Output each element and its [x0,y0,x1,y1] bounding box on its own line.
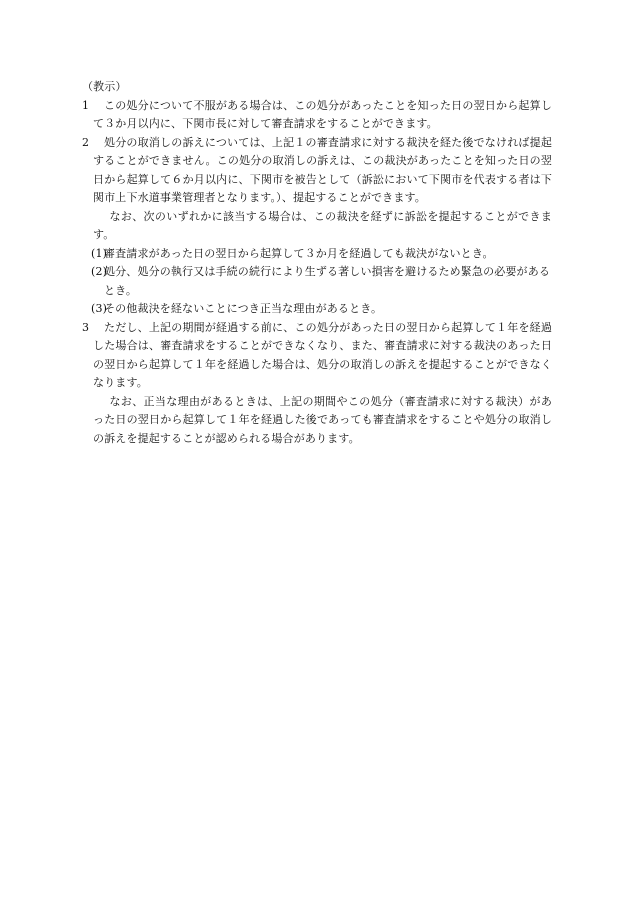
subitem-2 [82,263,552,300]
notice-item-2 [82,134,552,208]
subitem-text: その他裁決を経ないことにつき正当な理由があるとき。 [104,302,383,315]
subitem-1 [82,245,552,264]
notice-item-1 [82,97,552,134]
item-2-note: なお、次のいずれかに該当する場合は、この裁決を経ずに訴訟を提起することができます。 [93,209,552,241]
item-text: 処分の取消しの訴えについては、上記１の審査請求に対する裁決を経た後でなければ提起することができません。この処分の取消しの訴えは、この裁決があったことを知った日の翌日から起算して６か月以内に、下関市を被告として（訴訟において下関市を代表する者は下関市上下水道事業管理者となります。）、提起することができます。 [93,135,552,204]
subitem-number: (1) [91,246,108,260]
item-text: この処分について不服がある場合は、この処分があったことを知った日の翌日から起算して３か月以内に、下関市長に対して審査請求をすることができます。 [93,98,552,130]
subitem-3 [82,300,552,319]
item-number: 1 [82,98,90,112]
subitem-number: (2) [91,265,108,278]
item-3-note: なお、正当な理由があるときは、上記の期間やこの処分（審査請求に対する裁決）があった日の翌日から起算して１年を経過した後であっても審査請求をすることや処分の取消しの訴えを提起することが認められる場合があります。 [93,394,552,445]
item-number: 3 [82,320,90,334]
subitem-number: (3) [91,302,108,315]
instruction-notice [82,78,552,448]
subitem-text: 処分、処分の執行又は手続の続行により生ずる著しい損害を避けるため緊急の必要があるとき。 [104,265,550,297]
notice-heading: （教示） [82,80,127,93]
subitem-text: 審査請求があった日の翌日から起算して３か月を経過しても裁決がないとき。 [104,246,494,260]
item-text: ただし、上記の期間が経過する前に、この処分があった日の翌日から起算して１年を経過した場合は、審査請求をすることができなくなり、また、審査請求に対する裁決のあった日の翌日から起算して１年を経過した場合は、処分の取消しの訴えを提起することができなくなります。 [93,320,552,389]
notice-item-3 [82,319,552,393]
item-number: 2 [82,135,90,149]
